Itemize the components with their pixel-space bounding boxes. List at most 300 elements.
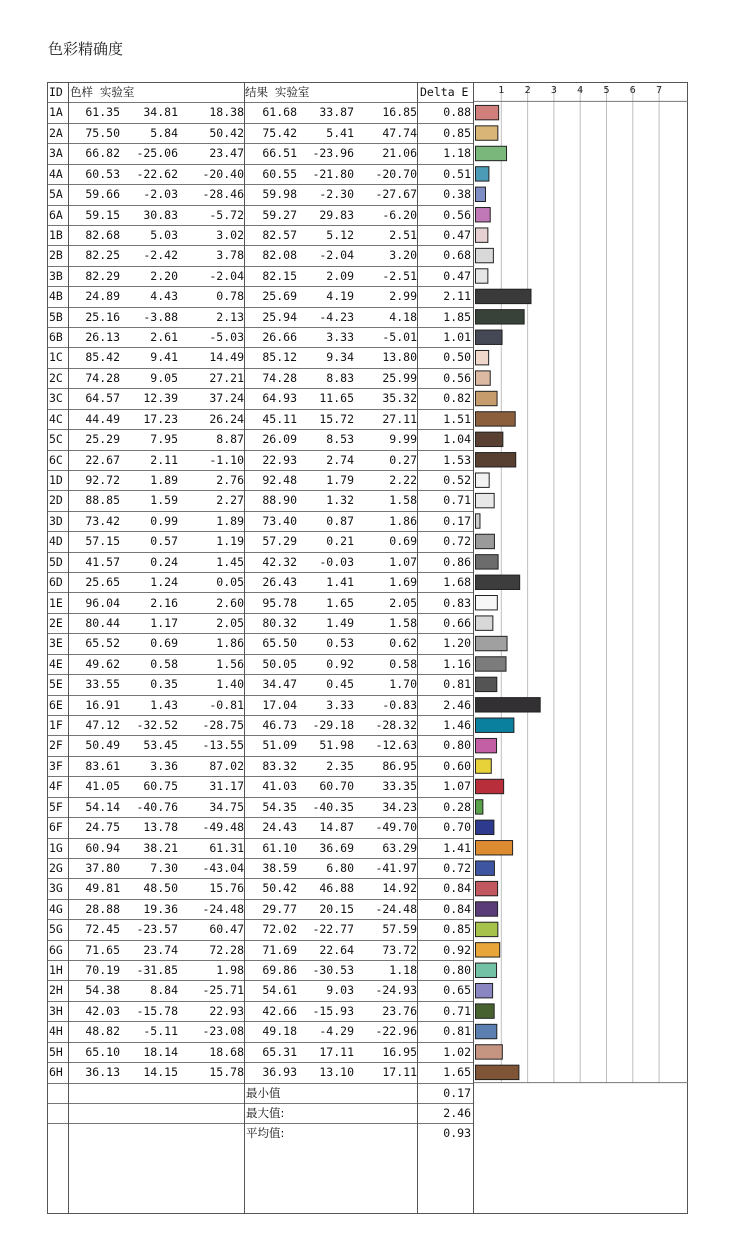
lab-value: 2.13 — [216, 309, 244, 324]
bar-4F — [476, 779, 504, 793]
lab-value: 73.42 — [85, 513, 120, 528]
lab-value: 74.28 — [262, 370, 297, 385]
patch-id: 1D — [49, 472, 63, 487]
bar-3E — [476, 636, 508, 650]
lab-value: -4.23 — [319, 309, 354, 324]
table-row — [48, 594, 473, 614]
patch-id: 1F — [49, 718, 63, 733]
patch-id: 6B — [49, 330, 63, 345]
delta-e-value: 0.84 — [443, 901, 471, 916]
lab-value: 2.05 — [216, 615, 244, 630]
lab-value: 0.62 — [389, 636, 417, 651]
lab-value: 25.69 — [262, 289, 297, 304]
patch-id: 4G — [49, 901, 63, 916]
bar-1E — [476, 596, 498, 610]
patch-id: 4C — [49, 411, 63, 426]
lab-value: 0.21 — [326, 534, 354, 549]
lab-value: 2.20 — [150, 268, 178, 283]
delta-e-value: 0.60 — [443, 758, 471, 773]
lab-value: 83.61 — [85, 758, 120, 773]
lab-value: 96.04 — [85, 595, 120, 610]
lab-value: 73.40 — [262, 513, 297, 528]
lab-value: 82.15 — [262, 268, 297, 283]
lab-value: 36.93 — [262, 1065, 297, 1080]
summary-label: 平均值: — [246, 1126, 285, 1141]
summary-row — [48, 1124, 473, 1144]
patch-id: 3D — [49, 513, 63, 528]
table-row — [48, 532, 473, 552]
lab-value: 1.58 — [389, 493, 417, 508]
lab-value: 7.30 — [150, 860, 178, 875]
patch-id: 3C — [49, 391, 63, 406]
lab-value: -20.40 — [202, 166, 244, 181]
lab-value: -13.55 — [202, 738, 244, 753]
lab-value: 0.45 — [326, 677, 354, 692]
bar-6F — [476, 820, 494, 834]
lab-value: 64.57 — [85, 391, 120, 406]
table-row — [48, 879, 473, 899]
bar-3B — [476, 269, 488, 283]
delta-e-value: 0.81 — [443, 677, 471, 692]
x-tick-label: 7 — [656, 85, 663, 96]
delta-e-value: 2.46 — [443, 697, 471, 712]
table-row — [48, 573, 473, 593]
lab-value: 26.43 — [262, 575, 297, 590]
lab-value: 3.33 — [326, 330, 354, 345]
lab-value: -24.48 — [375, 901, 417, 916]
delta-e-value: 0.56 — [443, 370, 471, 385]
patch-id: 2H — [49, 983, 63, 998]
lab-value: 14.49 — [209, 350, 244, 365]
lab-value: -41.97 — [375, 860, 417, 875]
lab-value: 42.66 — [262, 1003, 297, 1018]
bar-5B — [476, 310, 525, 324]
lab-value: 25.65 — [85, 575, 120, 590]
lab-value: 0.87 — [326, 513, 354, 528]
delta-e-value: 1.02 — [443, 1044, 471, 1059]
lab-value: 50.42 — [262, 881, 297, 896]
patch-id: 6C — [49, 452, 63, 467]
lab-value: 50.05 — [262, 656, 297, 671]
table-row — [48, 716, 473, 736]
lab-value: -24.93 — [375, 983, 417, 998]
patch-id: 5B — [49, 309, 63, 324]
lab-value: 15.72 — [319, 411, 354, 426]
delta-e-value: 1.16 — [443, 656, 471, 671]
lab-value: 7.95 — [150, 432, 178, 447]
lab-value: -15.93 — [312, 1003, 354, 1018]
lab-value: 23.74 — [143, 942, 178, 957]
delta-e-value: 1.68 — [443, 575, 471, 590]
lab-value: 85.12 — [262, 350, 297, 365]
lab-value: 1.18 — [389, 963, 417, 978]
table-row — [48, 267, 473, 287]
delta-e-value: 0.71 — [443, 1003, 471, 1018]
table-row — [48, 246, 473, 266]
lab-value: 33.35 — [382, 779, 417, 794]
lab-value: 57.29 — [262, 534, 297, 549]
lab-value: 14.15 — [143, 1065, 178, 1080]
lab-value: -40.76 — [136, 799, 178, 814]
lab-value: -31.85 — [136, 963, 178, 978]
column-divider — [417, 83, 418, 1213]
header-sample-lab: 色样 实验室 — [70, 85, 135, 99]
lab-value: -5.11 — [143, 1024, 178, 1039]
lab-value: 75.50 — [85, 125, 120, 140]
lab-value: 54.61 — [262, 983, 297, 998]
lab-value: 0.05 — [216, 575, 244, 590]
header-result-lab: 结果 实验室 — [245, 85, 310, 99]
lab-value: 1.32 — [326, 493, 354, 508]
lab-value: 4.18 — [389, 309, 417, 324]
lab-value: 48.82 — [85, 1024, 120, 1039]
lab-value: 1.86 — [216, 636, 244, 651]
lab-value: 82.57 — [262, 227, 297, 242]
table-row — [48, 389, 473, 409]
lab-value: 38.59 — [262, 860, 297, 875]
lab-value: -28.46 — [202, 187, 244, 202]
lab-value: 18.38 — [209, 105, 244, 120]
delta-e-value: 0.80 — [443, 963, 471, 978]
lab-value: 65.52 — [85, 636, 120, 651]
lab-value: 34.47 — [262, 677, 297, 692]
patch-id: 2D — [49, 493, 63, 508]
lab-value: -4.29 — [319, 1024, 354, 1039]
lab-value: 50.49 — [85, 738, 120, 753]
table-row — [48, 736, 473, 756]
lab-value: 82.08 — [262, 248, 297, 263]
table-row — [48, 430, 473, 450]
lab-value: 2.11 — [150, 452, 178, 467]
lab-value: 41.03 — [262, 779, 297, 794]
lab-value: 20.15 — [319, 901, 354, 916]
lab-value: -0.83 — [382, 697, 417, 712]
table-row — [48, 655, 473, 675]
delta-e-value: 0.92 — [443, 942, 471, 957]
summary-label: 最小值 — [246, 1085, 281, 1100]
lab-value: 1.41 — [326, 575, 354, 590]
lab-value: 14.87 — [319, 820, 354, 835]
lab-value: 57.15 — [85, 534, 120, 549]
lab-value: 92.72 — [85, 472, 120, 487]
lab-value: 72.28 — [209, 942, 244, 957]
lab-value: 66.82 — [85, 146, 120, 161]
lab-value: 3.20 — [389, 248, 417, 263]
header-delta-e: Delta E — [420, 85, 469, 99]
lab-value: 65.31 — [262, 1044, 297, 1059]
patch-id: 5E — [49, 677, 63, 692]
lab-value: 0.58 — [389, 656, 417, 671]
lab-value: 60.53 — [85, 166, 120, 181]
lab-value: 57.59 — [382, 922, 417, 937]
lab-value: -23.96 — [312, 146, 354, 161]
lab-value: 51.09 — [262, 738, 297, 753]
x-tick-label: 5 — [603, 85, 610, 96]
delta-e-value: 1.04 — [443, 432, 471, 447]
table-row — [48, 226, 473, 246]
lab-value: 2.09 — [326, 268, 354, 283]
lab-value: 50.42 — [209, 125, 244, 140]
lab-value: 95.78 — [262, 595, 297, 610]
lab-value: 0.69 — [150, 636, 178, 651]
lab-value: 51.98 — [319, 738, 354, 753]
lab-value: 85.42 — [85, 350, 120, 365]
delta-e-value: 0.86 — [443, 554, 471, 569]
lab-value: 1.89 — [150, 472, 178, 487]
lab-value: 42.32 — [262, 554, 297, 569]
delta-e-value: 0.17 — [443, 513, 471, 528]
lab-value: 82.25 — [85, 248, 120, 263]
patch-id: 1E — [49, 595, 63, 610]
patch-id: 3A — [49, 146, 63, 161]
table-row — [48, 818, 473, 838]
table-row — [48, 1002, 473, 1022]
patch-id: 1C — [49, 350, 63, 365]
summary-label: 最大值: — [246, 1106, 285, 1120]
lab-value: 69.86 — [262, 963, 297, 978]
lab-value: 1.98 — [216, 963, 244, 978]
delta-e-value: 0.83 — [443, 595, 471, 610]
delta-e-value: 0.70 — [443, 820, 471, 835]
bar-4E — [476, 657, 507, 671]
lab-value: 0.69 — [389, 534, 417, 549]
bar-1B — [476, 228, 488, 242]
lab-value: 8.53 — [326, 432, 354, 447]
delta-e-value: 0.65 — [443, 983, 471, 998]
lab-value: 34.23 — [382, 799, 417, 814]
patch-id: 6A — [49, 207, 63, 222]
lab-value: -40.35 — [312, 799, 354, 814]
bar-1C — [476, 350, 489, 364]
lab-value: 53.45 — [143, 738, 178, 753]
lab-value: 60.75 — [143, 779, 178, 794]
patch-id: 4E — [49, 656, 63, 671]
column-divider — [244, 83, 245, 1213]
lab-value: 5.12 — [326, 227, 354, 242]
lab-value: 15.76 — [209, 881, 244, 896]
x-tick-label: 1 — [498, 85, 505, 96]
bar-2F — [476, 738, 497, 752]
table-row — [48, 124, 473, 144]
lab-value: 25.16 — [85, 309, 120, 324]
lab-value: 25.99 — [382, 370, 417, 385]
lab-value: -0.03 — [319, 554, 354, 569]
patch-id: 6E — [49, 697, 63, 712]
bar-6A — [476, 208, 491, 222]
lab-value: -27.67 — [375, 187, 417, 202]
patch-id: 2A — [49, 125, 63, 140]
page-title: 色彩精确度 — [48, 40, 124, 58]
lab-value: 1.79 — [326, 472, 354, 487]
lab-value: 64.93 — [262, 391, 297, 406]
lab-value: 1.45 — [216, 554, 244, 569]
bar-1H — [476, 963, 497, 977]
lab-value: 13.78 — [143, 820, 178, 835]
lab-value: 22.93 — [209, 1003, 244, 1018]
lab-value: 88.90 — [262, 493, 297, 508]
lab-value: 33.55 — [85, 677, 120, 692]
lab-value: 23.76 — [382, 1003, 417, 1018]
lab-value: 25.94 — [262, 309, 297, 324]
lab-value: 72.02 — [262, 922, 297, 937]
table-row — [48, 185, 473, 205]
lab-value: 8.83 — [326, 370, 354, 385]
lab-value: 18.14 — [143, 1044, 178, 1059]
lab-value: 9.05 — [150, 370, 178, 385]
lab-value: 37.80 — [85, 860, 120, 875]
x-tick-label: 2 — [524, 85, 531, 96]
lab-value: -2.03 — [143, 187, 178, 202]
lab-value: -25.71 — [202, 983, 244, 998]
lab-value: 48.50 — [143, 881, 178, 896]
lab-value: 22.93 — [262, 452, 297, 467]
lab-value: -22.62 — [136, 166, 178, 181]
delta-e-value: 0.38 — [443, 187, 471, 202]
bar-4G — [476, 902, 498, 916]
patch-id: 1A — [49, 105, 63, 120]
bar-4C — [476, 412, 516, 426]
lab-value: -24.48 — [202, 901, 244, 916]
lab-value: 5.84 — [150, 125, 178, 140]
table-row — [48, 777, 473, 797]
table-row — [48, 144, 473, 164]
lab-value: 61.35 — [85, 105, 120, 120]
lab-value: 59.66 — [85, 187, 120, 202]
lab-value: 0.27 — [389, 452, 417, 467]
patch-id: 2E — [49, 615, 63, 630]
lab-value: 42.03 — [85, 1003, 120, 1018]
lab-value: -23.08 — [202, 1024, 244, 1039]
lab-value: 1.69 — [389, 575, 417, 590]
table-row — [48, 308, 473, 328]
delta-e-value: 0.28 — [443, 799, 471, 814]
lab-value: 61.68 — [262, 105, 297, 120]
delta-e-value: 1.51 — [443, 411, 471, 426]
lab-value: 59.98 — [262, 187, 297, 202]
lab-value: -22.77 — [312, 922, 354, 937]
lab-value: 17.11 — [319, 1044, 354, 1059]
lab-value: 41.57 — [85, 554, 120, 569]
lab-value: 24.75 — [85, 820, 120, 835]
lab-value: 49.81 — [85, 881, 120, 896]
table-row — [48, 206, 473, 226]
bar-1F — [476, 718, 514, 732]
lab-value: 87.02 — [209, 758, 244, 773]
table-row — [48, 328, 473, 348]
lab-value: 37.24 — [209, 391, 244, 406]
table-row — [48, 471, 473, 491]
lab-value: 8.87 — [216, 432, 244, 447]
lab-value: 2.60 — [216, 595, 244, 610]
lab-value: 63.29 — [382, 840, 417, 855]
table-row — [48, 103, 473, 123]
delta-e-value: 0.88 — [443, 105, 471, 120]
patch-id: 3E — [49, 636, 63, 651]
lab-value: 47.12 — [85, 718, 120, 733]
delta-e-value: 1.07 — [443, 779, 471, 794]
lab-value: 82.29 — [85, 268, 120, 283]
summary-row — [48, 1084, 473, 1104]
lab-value: 18.68 — [209, 1044, 244, 1059]
lab-value: 17.04 — [262, 697, 297, 712]
delta-e-value: 0.71 — [443, 493, 471, 508]
delta-e-value: 0.84 — [443, 881, 471, 896]
lab-value: 9.41 — [150, 350, 178, 365]
delta-e-value: 1.53 — [443, 452, 471, 467]
lab-value: 17.23 — [143, 411, 178, 426]
lab-value: 65.50 — [262, 636, 297, 651]
bar-5C — [476, 432, 503, 446]
delta-e-value: 0.85 — [443, 125, 471, 140]
patch-id: 2F — [49, 738, 63, 753]
lab-value: -29.18 — [312, 718, 354, 733]
lab-value: 2.51 — [389, 227, 417, 242]
lab-value: -23.57 — [136, 922, 178, 937]
patch-id: 4A — [49, 166, 63, 181]
lab-value: 33.87 — [319, 105, 354, 120]
lab-value: 1.07 — [389, 554, 417, 569]
lab-value: 2.05 — [389, 595, 417, 610]
lab-value: -32.52 — [136, 718, 178, 733]
bar-5F — [476, 800, 483, 814]
lab-value: 45.11 — [262, 411, 297, 426]
patch-id: 3G — [49, 881, 63, 896]
table-row — [48, 675, 473, 695]
table-row — [48, 512, 473, 532]
lab-value: 44.49 — [85, 411, 120, 426]
lab-value: -2.04 — [209, 268, 244, 283]
delta-e-bar-chart — [474, 82, 688, 1214]
lab-value: 0.35 — [150, 677, 178, 692]
patch-id: 1B — [49, 227, 63, 242]
lab-value: -1.10 — [209, 452, 244, 467]
x-tick-label: 4 — [577, 85, 584, 96]
lab-value: 25.29 — [85, 432, 120, 447]
bar-5D — [476, 555, 499, 569]
lab-value: 92.48 — [262, 472, 297, 487]
patch-id: 1G — [49, 840, 63, 855]
lab-value: -0.81 — [209, 697, 244, 712]
table-row — [48, 981, 473, 1001]
patch-id: 6D — [49, 575, 63, 590]
delta-e-value: 0.52 — [443, 472, 471, 487]
summary-value: 0.93 — [443, 1126, 471, 1141]
lab-value: 49.62 — [85, 656, 120, 671]
lab-value: 1.43 — [150, 697, 178, 712]
lab-value: 5.03 — [150, 227, 178, 242]
lab-value: 1.19 — [216, 534, 244, 549]
bar-5A — [476, 187, 486, 201]
lab-value: -43.04 — [202, 860, 244, 875]
bar-3A — [476, 146, 507, 160]
table-row — [48, 634, 473, 654]
table-row — [48, 859, 473, 879]
lab-value: 46.88 — [319, 881, 354, 896]
lab-value: 8.84 — [150, 983, 178, 998]
x-tick-label: 6 — [629, 85, 636, 96]
lab-value: 16.85 — [382, 105, 417, 120]
lab-value: 0.24 — [150, 554, 178, 569]
lab-value: 9.34 — [326, 350, 354, 365]
table-row — [48, 1043, 473, 1063]
lab-value: -30.53 — [312, 963, 354, 978]
table-row — [48, 287, 473, 307]
bar-6E — [476, 698, 541, 712]
lab-value: 88.85 — [85, 493, 120, 508]
lab-value: 17.11 — [382, 1065, 417, 1080]
table-row — [48, 961, 473, 981]
lab-value: 13.10 — [319, 1065, 354, 1080]
